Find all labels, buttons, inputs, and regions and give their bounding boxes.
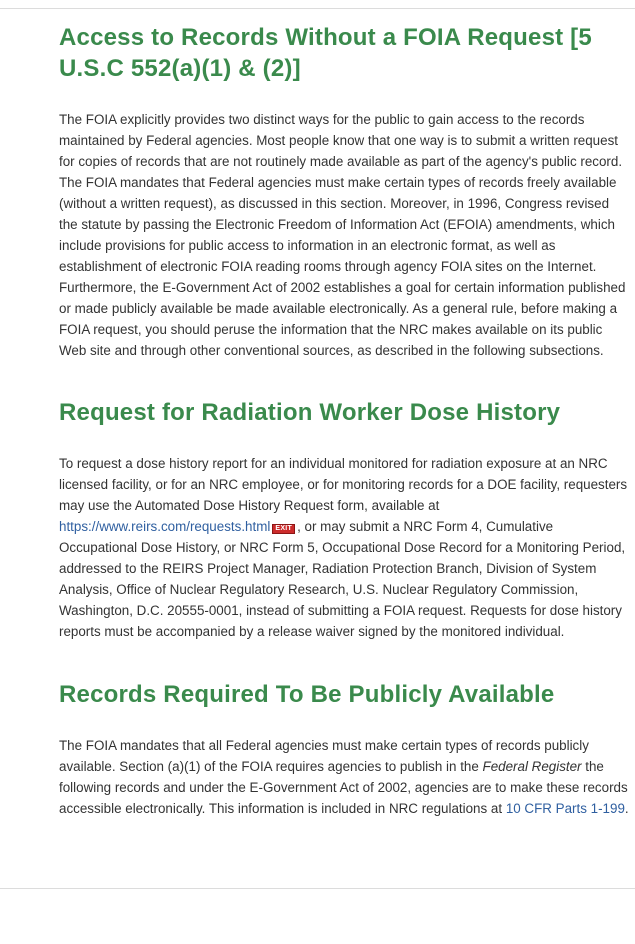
section-paragraph	[59, 453, 629, 642]
section-heading: Access to Records Without a FOIA Request [5 U.S.C 552(a)(1) & (2)]	[59, 24, 592, 82]
federal-register-emphasis: Federal Register	[482, 759, 582, 774]
section-publicly-available	[59, 679, 629, 819]
reirs-requests-link[interactable]: https://www.reirs.com/requests.html	[59, 519, 271, 534]
section-dose-history	[59, 397, 629, 642]
paragraph-text: The FOIA mandates that all Federal agencies must make certain types of records publicly available. Section (a)(1) of the FOIA requires agencies to publish in the	[59, 738, 589, 774]
bottom-divider	[0, 888, 635, 889]
main-content	[59, 22, 629, 819]
section-paragraph	[59, 735, 629, 819]
cfr-parts-link[interactable]: 10 CFR Parts 1-199	[505, 801, 625, 816]
paragraph-text: .	[624, 801, 629, 816]
section-access-without-foia	[59, 22, 629, 361]
top-divider	[0, 8, 635, 9]
paragraph-text: the following records and under the E-Government Act of 2002, agencies are to make these records accessible electronically. This information is included in NRC regulations at	[59, 759, 628, 816]
section-heading: Records Required To Be Publicly Available	[59, 681, 555, 708]
section-paragraph: The FOIA explicitly provides two distinct ways for the public to gain access to the records maintained by Federal agencies. Most people know that one way is to submit a written request for copies of records that are not routinely made available as part of the agency's public record. The FOIA mandates that Federal agencies must make certain types of records freely available (without a written request), as discussed in this section. Moreover, in 1996, Congress revised the statute by passing the Electronic Freedom of Information Act (EFOIA) amendments, which include provisions for public access to information in an electronic format, as well as establishment of electronic FOIA reading rooms through agency FOIA sites on the Internet. Furthermore, the E-Government Act of 2002 establishes a goal for certain information published or made publicly available be made available electronically. As a general rule, before making a FOIA request, you should peruse the information that the NRC makes available on its public Web site and through other conventional sources, as described in the following subsections.	[59, 112, 626, 358]
exit-icon[interactable]: EXIT	[272, 524, 295, 534]
paragraph-text: To request a dose history report for an individual monitored for radiation exposure at an NRC licensed facility, or for an NRC employee, or for monitoring records for a DOE facility, requesters may use the Automated Dose History Request form, available at	[59, 456, 628, 513]
paragraph-text: , or may submit a NRC Form 4, Cumulative Occupational Dose History, or NRC Form 5, Occupational Dose Record for a Monitoring Period, addressed to the REIRS Project Manager, Radiation Protection Branch, Division of System Analysis, Office of Nuclear Regulatory Research, U.S. Nuclear Regulatory Commission, Washington, D.C. 20555-0001, instead of submitting a FOIA request. Requests for dose history reports must be accompanied by a release waiver signed by the monitored individual.	[59, 519, 626, 639]
section-heading: Request for Radiation Worker Dose History	[59, 399, 561, 426]
